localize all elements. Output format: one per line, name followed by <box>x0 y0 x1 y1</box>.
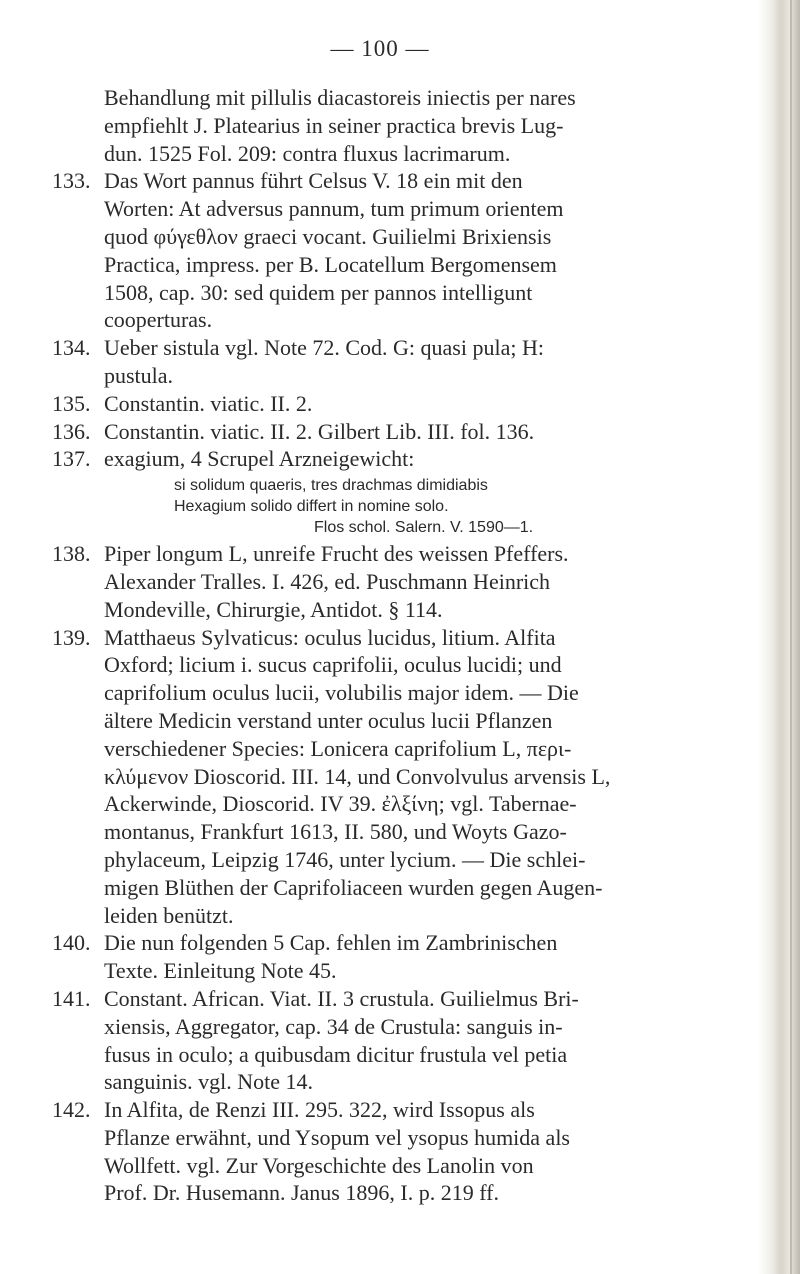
footnote-number: 136. <box>52 418 91 444</box>
text-line: phylaceum, Leipzig 1746, unter lycium. — Die schlei- <box>104 846 586 872</box>
quote-line: si solidum quaeris, tres drachmas dimidiabis <box>174 477 488 495</box>
footnote-text <box>104 929 752 985</box>
text-line: Das Wort pannus führt Celsus V. 18 ein mit den <box>104 168 523 194</box>
footnote-entry <box>52 334 752 390</box>
text-line: Alexander Tralles. I. 426, ed. Puschmann Heinrich <box>104 568 551 594</box>
text-line: Behandlung mit pillulis diacastoreis iniectis per nares <box>104 85 576 110</box>
text-line: fusus in oculo; a quibusdam dicitur frustula vel petia <box>104 1041 568 1067</box>
text-line: Constantin. viatic. II. 2. <box>104 390 313 416</box>
footnote-number: 141. <box>52 985 91 1011</box>
footnote-number: 133. <box>52 168 91 194</box>
footnote-text <box>104 334 752 390</box>
quote-source: Flos schol. Salern. V. 1590—1. <box>314 519 534 537</box>
footnote-text <box>104 418 752 446</box>
page-edge-shadow <box>758 0 800 1274</box>
text-line: Constantin. viatic. II. 2. Gilbert Lib. III. fol. 136. <box>104 418 535 444</box>
text-line: sanguinis. vgl. Note 14. <box>104 1069 313 1095</box>
footnote-entry <box>52 985 752 1096</box>
text-line: In Alfita, de Renzi III. 295. 322, wird Issopus als <box>104 1097 535 1123</box>
text-line: Texte. Einleitung Note 45. <box>104 958 337 984</box>
text-line: Constant. African. Viat. II. 3 crustula. Guilielmus Bri- <box>104 985 579 1011</box>
text-line: leiden benützt. <box>104 902 234 928</box>
verse-quotation <box>174 475 752 538</box>
text-line: Piper longum L, unreife Frucht des weissen Pfeffers. <box>104 541 569 567</box>
text-line: Ueber sistula vgl. Note 72. Cod. G: quasi pula; H: <box>104 335 544 361</box>
text-line: quod φύγεθλον graeci vocant. Guilielmi Brixiensis <box>104 223 552 249</box>
text-line: migen Blüthen der Caprifoliaceen wurden gegen Augen- <box>104 874 603 900</box>
intro-paragraph <box>52 84 752 167</box>
text-line: Prof. Dr. Husemann. Janus 1896, I. p. 219 ff. <box>104 1180 499 1206</box>
text-line: Mondeville, Chirurgie, Antidot. § 114. <box>104 596 443 622</box>
footnote-text <box>104 445 752 538</box>
footnote-number: 138. <box>52 541 91 567</box>
text-line: montanus, Frankfurt 1613, II. 580, und Woyts Gazo- <box>104 819 567 845</box>
footnote-entry <box>52 624 752 930</box>
text-line: exagium, 4 Scrupel Arzneigewicht: <box>104 446 415 472</box>
footnote-entry <box>52 390 752 418</box>
text-line: Matthaeus Sylvaticus: oculus lucidus, litium. Alfita <box>104 624 556 650</box>
footnote-entry <box>52 929 752 985</box>
text-line: Die nun folgenden 5 Cap. fehlen im Zambrinischen <box>104 930 558 956</box>
footnote-text <box>104 1096 752 1207</box>
footnote-text <box>104 540 752 623</box>
footnote-number: 142. <box>52 1097 91 1123</box>
text-line: cooperturas. <box>104 307 213 333</box>
footnote-text <box>104 390 752 418</box>
footnote-text <box>104 167 752 334</box>
page-binding-line <box>790 0 792 1274</box>
footnote-entry <box>52 1096 752 1207</box>
text-line: verschiedener Species: Lonicera caprifolium L, περι- <box>104 735 572 761</box>
text-line: Practica, impress. per B. Locatellum Bergomensem <box>104 251 557 277</box>
quote-line: Hexagium solido differt in nomine solo. <box>174 498 449 516</box>
text-line: Oxford; licium i. sucus caprifolii, oculus lucidi; und <box>104 652 562 678</box>
text-line: κλύμενον Dioscorid. III. 14, und Convolvulus arvensis L, <box>104 763 611 789</box>
footnote-number: 137. <box>52 446 91 472</box>
footnote-entry <box>52 540 752 623</box>
footnote-text <box>104 985 752 1096</box>
page-number: — 100 — <box>330 36 430 61</box>
text-line: Worten: At adversus pannum, tum primum orientem <box>104 196 564 222</box>
text-line: pustula. <box>104 362 174 388</box>
text-line: caprifolium oculus lucii, volubilis major idem. — Die <box>104 680 579 706</box>
text-line: Ackerwinde, Dioscorid. IV 39. ἐλξίνη; vgl. Tabernae- <box>104 791 577 817</box>
footnote-entry <box>52 167 752 334</box>
footnote-number: 140. <box>52 930 91 956</box>
text-line: xiensis, Aggregator, cap. 34 de Crustula: sanguis in- <box>104 1013 563 1039</box>
footnote-entry <box>52 445 752 538</box>
text-line: Pflanze erwähnt, und Ysopum vel ysopus humida als <box>104 1124 570 1150</box>
footnote-number: 134. <box>52 335 91 361</box>
footnote-number: 135. <box>52 390 91 416</box>
footnote-entry <box>52 418 752 446</box>
text-line: Wollfett. vgl. Zur Vorgeschichte des Lanolin von <box>104 1152 534 1178</box>
text-line: dun. 1525 Fol. 209: contra fluxus lacrimarum. <box>104 140 511 166</box>
footnote-text <box>104 624 752 930</box>
text-line: 1508, cap. 30: sed quidem per pannos intelligunt <box>104 279 533 305</box>
text-line: empfiehlt J. Platearius in seiner practica brevis Lug- <box>104 112 564 138</box>
notes-column <box>52 84 752 1207</box>
text-line: ältere Medicin verstand unter oculus lucii Pflanzen <box>104 707 553 733</box>
footnote-number: 139. <box>52 624 91 650</box>
